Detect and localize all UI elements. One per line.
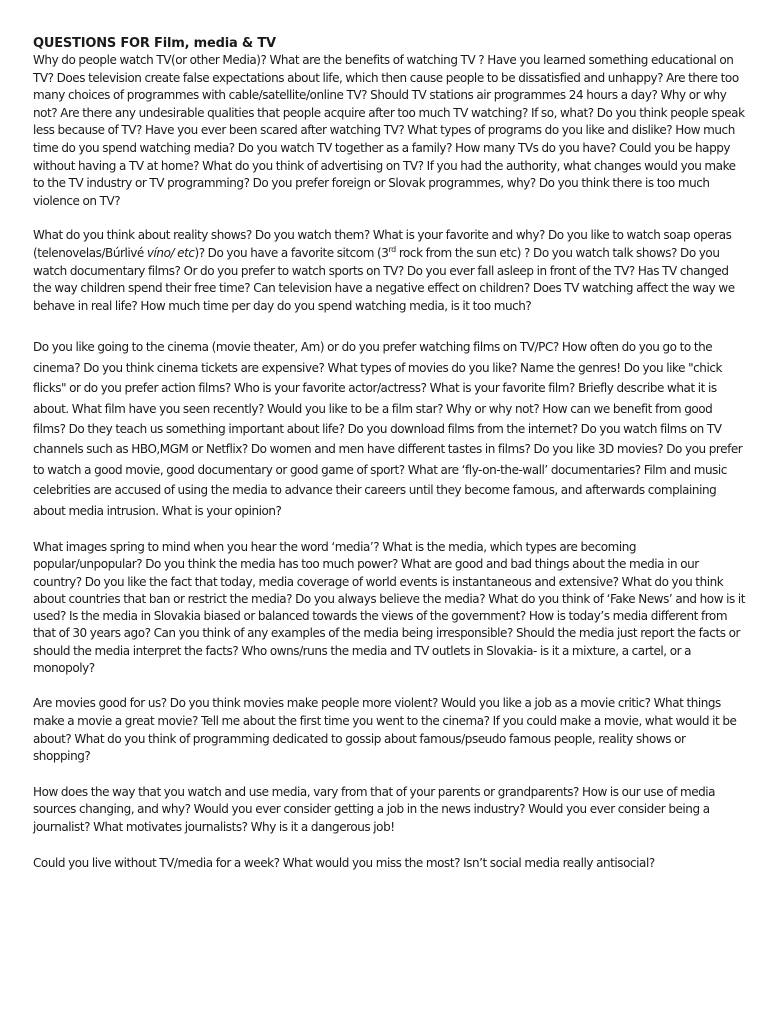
- paragraph-tv-questions: Why do people watch TV(or other Media)? What are the benefits of watching TV ? Have you learned something educational on TV? Does television create false expectations about life, which then cause people to be dissatisfied and unhappy? Are there too many choices of programmes with cable/satellite/online TV? Should TV stations air programmes 24 hours a day? Why or why not? Are there any undesirable qualities that people acquire after too much TV watching? If so, what? Do you think people speak less because of TV? Have you ever been scared after watching TV? What types of programs do you like and dislike? How much time do you spend watching media? Do you watch TV together as a family? How many TVs do you have? Could you be happy without having a TV at home? What do you think of advertising on TV? If you had the authority, what changes would you make to the TV industry or TV programming? Do you prefer foreign or Slovak programmes, why? Do you think there is too much violence on TV?: [33, 53, 745, 208]
- italic-text: víno/ etc: [146, 245, 195, 260]
- paragraph-media-questions: What images spring to mind when you hear the word ‘media’? What is the media, which types are becoming popular/unpopular? Do you think the media has too much power? What are good and bad things about the media in our country? Do you like the fact that today, media coverage of world events is instantaneous and extensive? What do you think about countries that ban or restrict the media? Do you always believe the media? What do you think of ‘Fake News’ and how is it used? Is the media in Slovakia biased or balanced towards the views of the government? How is today’s media different from that of 30 years ago? Can you think of any examples of the media being irresponsible? Should the media just report the facts or should the media interpret the facts? Who owns/runs the media and TV outlets in Slovakia- is it a mixture, a cartel, or a monopoly?: [33, 539, 746, 676]
- paragraph-movies-questions: Are movies good for us? Do you think movies make people more violent? Would you like a job as a movie critic? What things make a movie a great movie? Tell me about the first time you went to the cinema? If you could make a movie, what would it be about? What do you think of programming dedicated to gossip about famous/pseudo famous people, reality shows or shopping?: [33, 696, 737, 764]
- paragraph-social-media-question: Could you live without TV/media for a week? What would you miss the most? Isn’t social media really antisocial?: [33, 855, 655, 870]
- superscript-text: rd: [388, 244, 396, 254]
- paragraph-tv-shows-questions: [33, 227, 745, 315]
- paragraph-text: rock from the sun etc) ? Do you watch talk shows? Do you watch documentary films? Or do you prefer to watch sports on TV? Do you ever fall asleep in front of the TV? Has TV changed the way children spend their free time? Can television have a negative effect on children? Does TV watching affect the way we behave in real life? How much time per day do you spend watching media, is it too much?: [33, 245, 735, 313]
- document-title: QUESTIONS FOR Film, media & TV: [33, 36, 276, 51]
- paragraph-text: )? Do you have a favorite sitcom (3: [194, 245, 389, 260]
- paragraph-text: What do you think about reality shows? Do you watch them? What is your favorite and why? Do you like to watch soap operas (telenovelas/Búrlivé: [33, 228, 732, 260]
- paragraph-cinema-questions: Do you like going to the cinema (movie theater, Am) or do you prefer watching films on TV/PC? How often do you go to the cinema? Do you think cinema tickets are expensive? What types of movies do you like? Name the genres! Do you like "chick flicks" or do you prefer action films? Who is your favorite actor/actress? What is your favorite film? Briefly describe what it is about. What film have you seen recently? Would you like to be a film star? Why or why not? How can we benefit from good films? Do they teach us something important about life? Do you download films from the internet? Do you watch films on TV channels such as HBO,MGM or Netflix? Do women and men have different tastes in films? Do you like 3D movies? Do you prefer to watch a good movie, good documentary or good game of sport? What are ‘fly-on-the-wall’ documentaries? Film and music celebrities are accused of using the media to advance their careers until they become famous, and afterwards complaining about media intrusion. What is your opinion?: [33, 340, 743, 518]
- document-page: [33, 36, 745, 872]
- paragraph-media-use-questions: How does the way that you watch and use media, vary from that of your parents or grandparents? How is our use of media sources changing, and why? Would you ever consider getting a job in the news industry? Would you ever consider being a journalist? What motivates journalists? Why is it a dangerous job!: [33, 784, 716, 834]
